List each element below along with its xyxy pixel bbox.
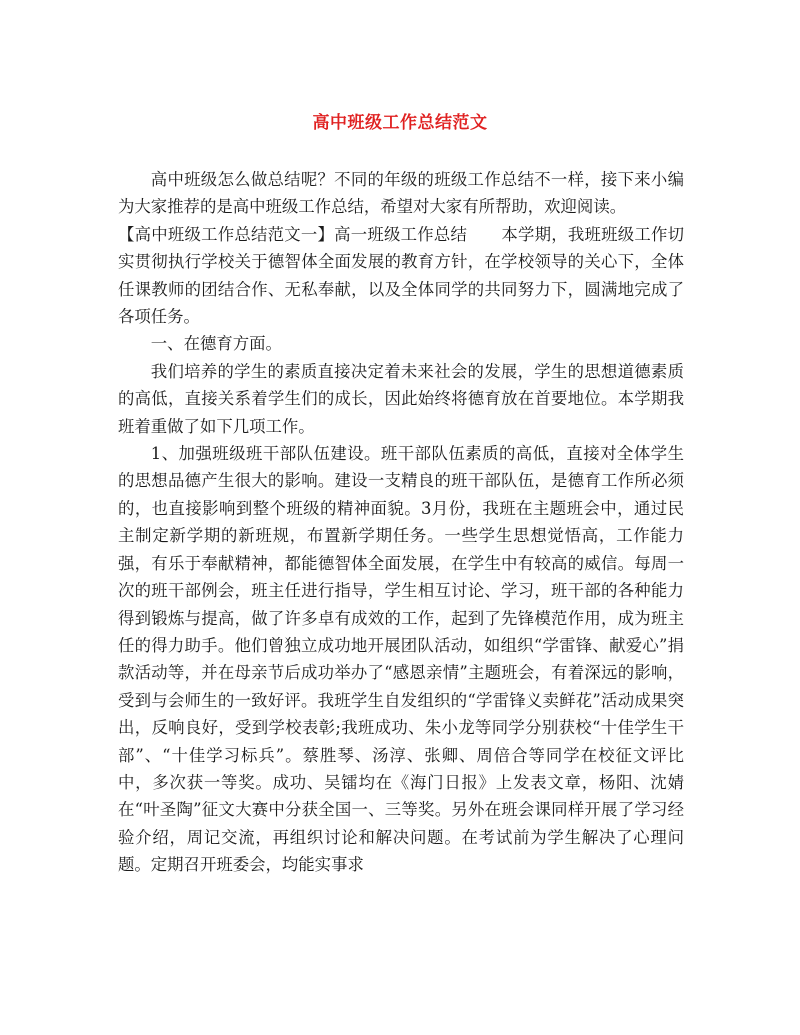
section-opening: 本学期，我班班级工作切实贯彻执行学校关于德智体全面发展的教育方针，在学校领导的关心下，全体任课教师的团结合作、无私奉献，以及全体同学的共同努力下，圆满地完成了各项任务。 (118, 224, 684, 327)
paragraph-class-cadres: 1、加强班级班干部队伍建设。班干部队伍素质的高低，直接对全体学生的思想品德产生很大的影响。建设一支精良的班干部队伍，是德育工作所必须的，也直接影响到整个班级的精神面貌。3月份，我班在主题班会中，通过民主制定新学期的新班规，布置新学期任务。一些学生思想觉悟高，工作能力强，有乐于奉献精神，都能德智体全面发展，在学生中有较高的威信。每周一次的班干部例会，班主任进行指导，学生相互讨论、学习，班干部的各种能力得到锻炼与提高，做了许多卓有成效的工作，起到了先锋模范作用，成为班主任的得力助手。他们曾独立成功地开展团队活动，如组织“学雷锋、献爱心”捐款活动等，并在母亲节后成功举办了“感恩亲情”主题班会，有着深远的影响，受到与会师生的一致好评。我班学生自发组织的“学雷锋义卖鲜花”活动成果突出，反响良好，受到学校表彰;我班成功、朱小龙等同学分别获校“十佳学生干部”、“十佳学习标兵”。蔡胜琴、汤淳、张卿、周倍合等同学在校征文评比中，多次获一等奖。成功、吴镭均在《海门日报》上发表文章，杨阳、沈婧在“叶圣陶”征文大赛中分获全国一、三等奖。另外在班会课同样开展了学习经验介绍，周记交流，再组织讨论和解决问题。在考试前为学生解决了心理问题。定期召开班委会，均能实事求 (118, 444, 684, 875)
paragraph-moral-education: 我们培养的学生的素质直接决定着未来社会的发展，学生的思想道德素质的高低，直接关系着学生们的成长，因此始终将德育放在首要地位。本学期我班着重做了如下几项工作。 (118, 361, 684, 436)
document-title: 高中班级工作总结范文 (312, 113, 488, 133)
section-heading: 【高中班级工作总结范文一】高一班级工作总结 (118, 224, 468, 244)
section-paragraph (118, 221, 684, 331)
intro-paragraph: 高中班级怎么做总结呢？不同的年级的班级工作总结不一样，接下来小编为大家推荐的是高中班级工作总结，希望对大家有所帮助，欢迎阅读。 (118, 170, 684, 217)
document-body (118, 166, 684, 879)
subheading-moral-education: 一、在德育方面。 (150, 334, 282, 354)
